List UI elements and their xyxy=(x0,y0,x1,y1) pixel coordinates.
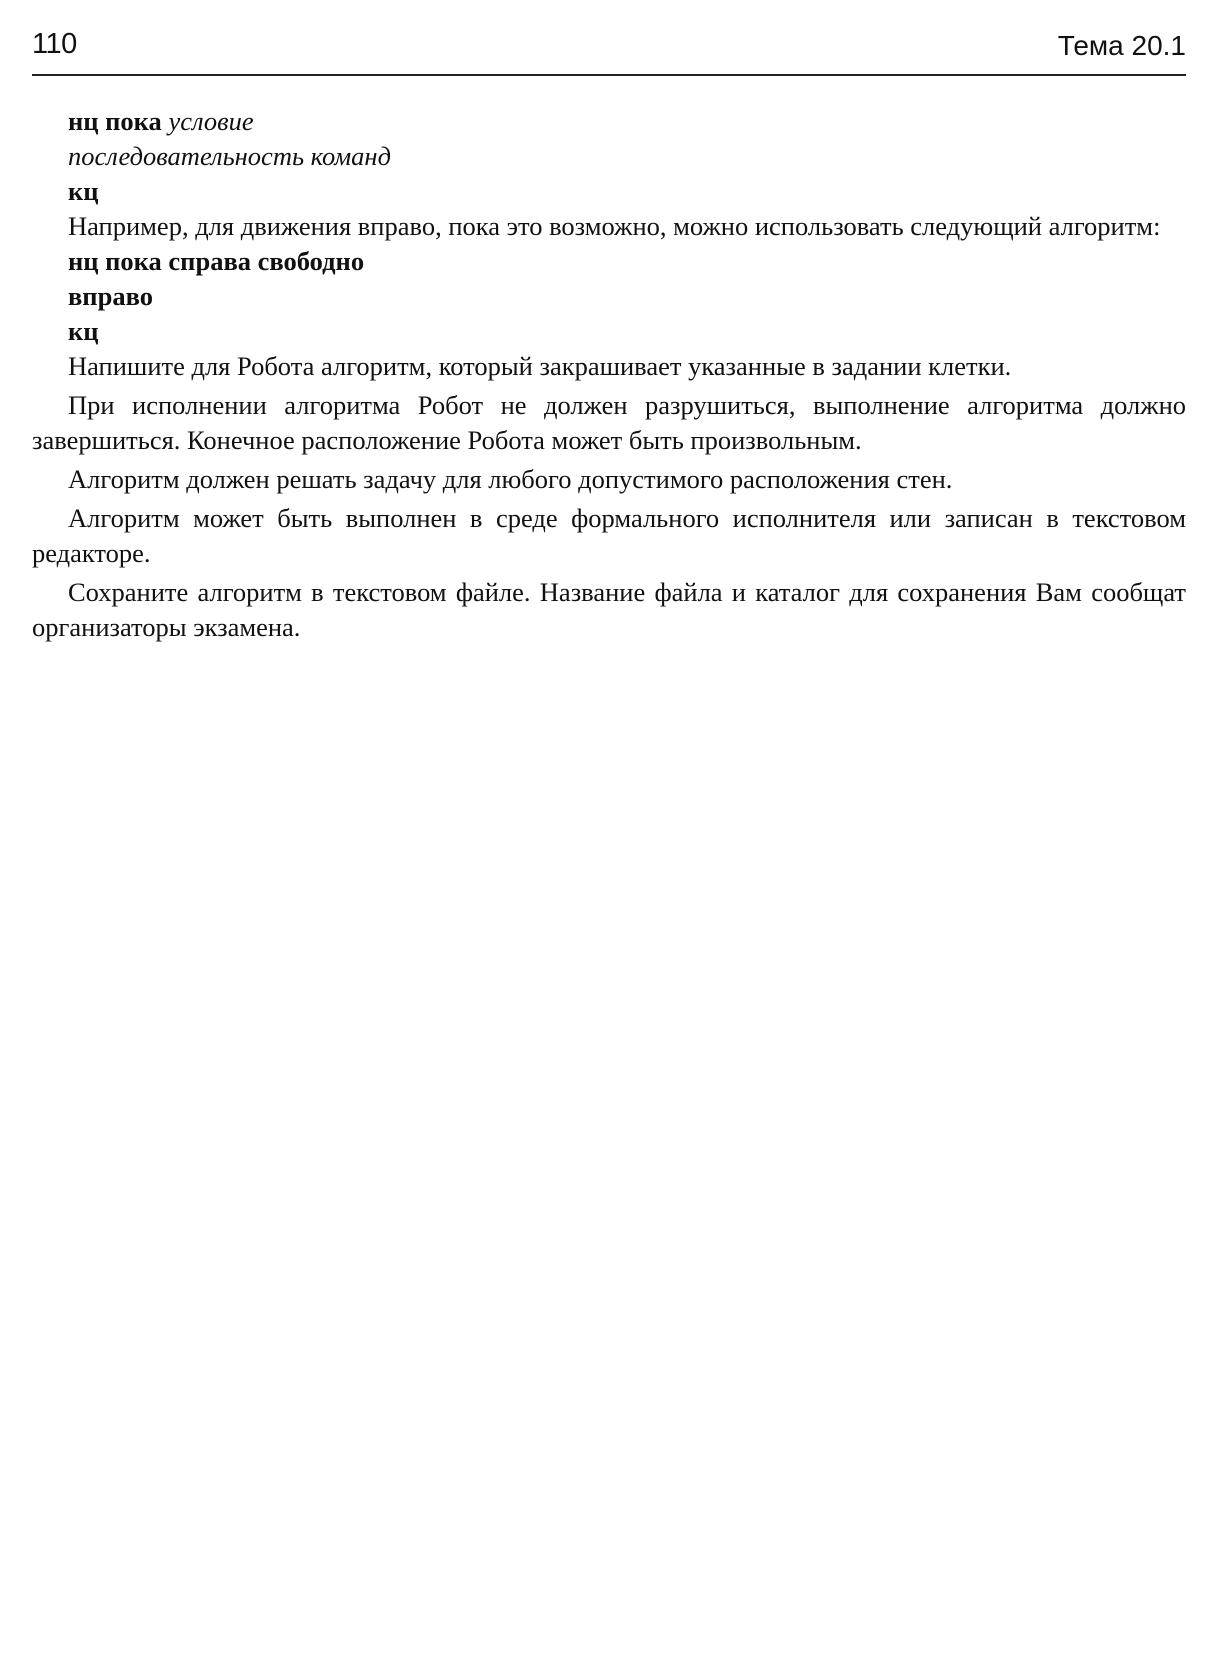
loop-keyword: нц пока xyxy=(68,106,162,136)
page-number: 110 xyxy=(32,28,77,60)
paragraph-walls: Алгоритм должен решать задачу для любого допустимого расположения стен. xyxy=(68,464,953,494)
page-header xyxy=(32,24,1186,76)
paragraph-save: Сохраните алгоритм в текстовом файле. Название файла и каталог для сохранения Вам сообщат организаторы экзамена. xyxy=(32,577,1186,642)
loop-condition: условие xyxy=(168,106,254,136)
example-code-line-3: кц xyxy=(68,316,99,346)
paragraph-environment: Алгоритм может быть выполнен в среде формального исполнителя или записан в текстовом редакторе. xyxy=(32,503,1186,568)
page-body xyxy=(32,104,1186,645)
loop-syntax-line-2: последовательность команд xyxy=(68,141,391,171)
example-code-line-1: нц пока справа свободно xyxy=(68,246,365,276)
loop-syntax-line-3: кц xyxy=(68,176,99,206)
paragraph-requirements: При исполнении алгоритма Робот не должен разрушиться, выполнение алгоритма должно завершиться. Конечное расположение Робота может быть произвольным. xyxy=(32,390,1186,455)
example-code-line-2: вправо xyxy=(68,281,153,311)
example-intro: Например, для движения вправо, пока это возможно, можно использовать следующий алгоритм: xyxy=(68,211,1161,241)
paragraph-task: Напишите для Робота алгоритм, который закрашивает указанные в задании клетки. xyxy=(68,351,1012,381)
running-head: Тема 20.1 xyxy=(1057,30,1186,61)
loop-syntax-line-1 xyxy=(32,104,1186,139)
